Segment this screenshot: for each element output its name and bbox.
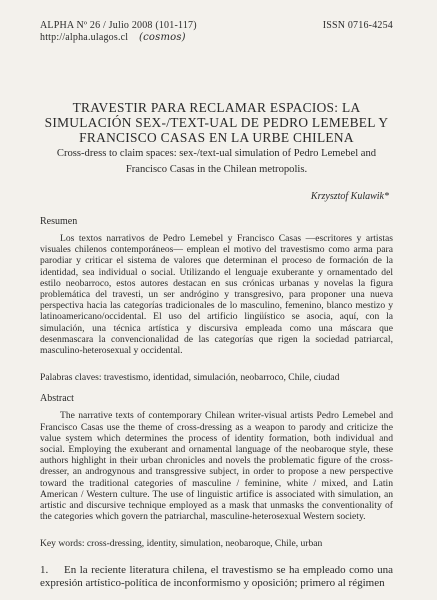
english-title-line-2: Francisco Casas in the Chilean metropolis. bbox=[125, 164, 308, 175]
english-title-line-1: Cross-dress to claim spaces: sex-/text-ual simulation of Pedro Lemebel and bbox=[56, 148, 377, 159]
abstract-heading: Abstract bbox=[40, 393, 74, 405]
page-header bbox=[40, 20, 393, 44]
journal-url[interactable]: http://alpha.ulagos.cl bbox=[40, 32, 129, 43]
header-left bbox=[40, 20, 197, 44]
issn: ISSN 0716-4254 bbox=[322, 20, 393, 31]
abstract-text: The narrative texts of contemporary Chilean writer-visual artists Pedro Lemebel and Francisco Casas use the theme of cross-dressing as a weapon to parody and criticize the value system which determines the process of identity formation, both individual and social. Employing the exuberant and ornamental language of the neobaroque style, these authors highlight in their urban chronicles and novels the problematic figure of the cross-dresser, an androgynous and transgressive subject, in order to propose a new perspective toward the traditional categories of masculine / feminine, white / mixed, and Latin American / Western culture. The use of linguistic artifice is associated with simulation, an artistic and discursive technique employed as a mask that unmasks the conventionality of the categories which govern the patriarchal, masculine-heterosexual Western society. bbox=[40, 410, 393, 523]
intro-paragraph bbox=[40, 564, 393, 590]
journal-citation: ALPHA Nº 26 / Julio 2008 (101-117) bbox=[40, 20, 197, 31]
section-number: 1. bbox=[40, 563, 49, 576]
intro-text: En la reciente literatura chilena, el travestismo se ha empleado como una expresión artístico-política de inconformismo y oposición; primero al régimen bbox=[40, 563, 393, 589]
palabras-claves: Palabras claves: travestismo, identidad, simulación, neobarroco, Chile, ciudad bbox=[40, 372, 340, 384]
article-title-line-2: SIMULACIÓN SEX-/TEXT-UAL DE PEDRO LEMEBEL Y bbox=[44, 115, 389, 130]
resumen-text: Los textos narrativos de Pedro Lemebel y Francisco Casas —escritores y artistas visuales chilenos contemporáneos— emplean el motivo del travestismo como arma para parodiar y criticar el sistema de valores que determinan el proceso de formación de la identidad, sea individual o social. Utilizando el lenguaje exuberante y ornamentado del estilo neobarroco, estos autores destacan en sus crónicas urbanas y novelas la figura problemática del travesti, un ser andrógino y transgresivo, para proponer una nueva perspectiva hacia las categorías tradicionales de lo masculino, femenino, blanco mestizo y latinoamericano/occidental. El uso del artificio lingüístico se asocia, aquí, con la simulación, una técnica artística y discursiva empleada como una máscara que desenmascara la convencionalidad de las categorías que rigen la sociedad patriarcal, masculino-heterosexual y occidental. bbox=[40, 233, 393, 357]
title-block bbox=[40, 100, 393, 177]
journal-logo: (cosmos) bbox=[138, 32, 186, 43]
key-words: Key words: cross-dressing, identity, simulation, neobaroque, Chile, urban bbox=[40, 538, 323, 550]
article-title-line-1: TRAVESTIR PARA RECLAMAR ESPACIOS: LA bbox=[72, 100, 361, 115]
resumen-heading: Resumen bbox=[40, 216, 78, 227]
article-title-line-3: FRANCISCO CASAS EN LA URBE CHILENA bbox=[79, 130, 354, 145]
author-name: Krzysztof Kulawik* bbox=[310, 191, 389, 202]
